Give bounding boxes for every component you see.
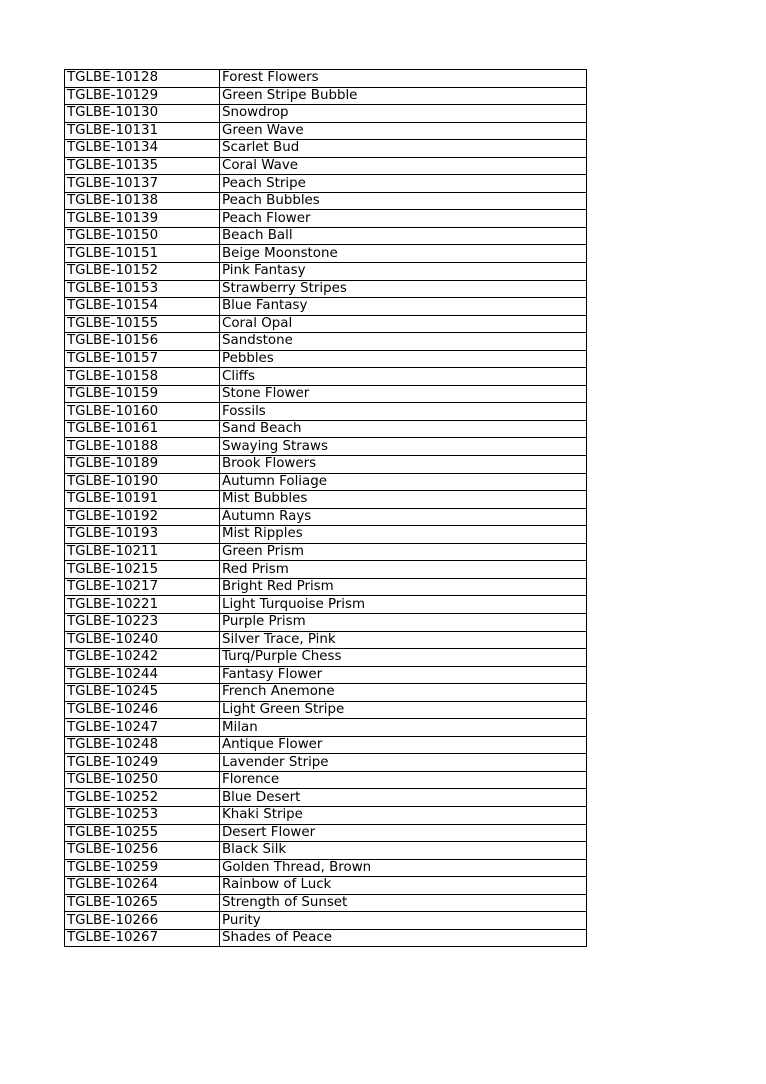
product-code-cell: TGLBE-10189 [65, 456, 220, 474]
product-code-cell: TGLBE-10264 [65, 877, 220, 895]
product-code-cell: TGLBE-10250 [65, 771, 220, 789]
product-name-cell: Strength of Sunset [220, 894, 587, 912]
product-name-cell: Khaki Stripe [220, 806, 587, 824]
product-name-cell: Golden Thread, Brown [220, 859, 587, 877]
product-name-cell: Light Green Stripe [220, 701, 587, 719]
product-code-cell: TGLBE-10259 [65, 859, 220, 877]
product-name-cell: Lavender Stripe [220, 754, 587, 772]
product-code-cell: TGLBE-10134 [65, 140, 220, 158]
product-code-cell: TGLBE-10151 [65, 245, 220, 263]
product-code-cell: TGLBE-10256 [65, 842, 220, 860]
table-row [65, 754, 587, 772]
product-name-cell: Sand Beach [220, 420, 587, 438]
table-row [65, 245, 587, 263]
product-code-cell: TGLBE-10248 [65, 736, 220, 754]
product-name-cell: Brook Flowers [220, 456, 587, 474]
product-name-cell: Beige Moonstone [220, 245, 587, 263]
table-row [65, 684, 587, 702]
product-name-cell: Turq/Purple Chess [220, 649, 587, 667]
product-name-cell: Milan [220, 719, 587, 737]
product-name-cell: Fossils [220, 403, 587, 421]
product-name-cell: Mist Bubbles [220, 491, 587, 509]
product-name-cell: Blue Desert [220, 789, 587, 807]
product-name-cell: Green Stripe Bubble [220, 87, 587, 105]
table-row [65, 561, 587, 579]
catalog-sheet [64, 69, 586, 947]
table-row [65, 789, 587, 807]
product-code-cell: TGLBE-10139 [65, 210, 220, 228]
table-row [65, 666, 587, 684]
table-row [65, 929, 587, 947]
product-code-cell: TGLBE-10156 [65, 333, 220, 351]
product-code-cell: TGLBE-10253 [65, 806, 220, 824]
product-name-cell: Cliffs [220, 368, 587, 386]
product-code-cell: TGLBE-10249 [65, 754, 220, 772]
table-row [65, 613, 587, 631]
product-code-cell: TGLBE-10267 [65, 929, 220, 947]
product-code-cell: TGLBE-10240 [65, 631, 220, 649]
product-name-cell: Rainbow of Luck [220, 877, 587, 895]
product-name-cell: Pink Fantasy [220, 263, 587, 281]
product-code-cell: TGLBE-10135 [65, 157, 220, 175]
table-row [65, 842, 587, 860]
product-code-cell: TGLBE-10131 [65, 122, 220, 140]
product-name-cell: Green Wave [220, 122, 587, 140]
product-name-cell: Coral Opal [220, 315, 587, 333]
product-name-cell: Desert Flower [220, 824, 587, 842]
product-code-cell: TGLBE-10157 [65, 350, 220, 368]
product-code-cell: TGLBE-10217 [65, 578, 220, 596]
product-code-cell: TGLBE-10255 [65, 824, 220, 842]
product-code-cell: TGLBE-10245 [65, 684, 220, 702]
product-code-cell: TGLBE-10153 [65, 280, 220, 298]
product-name-cell: Shades of Peace [220, 929, 587, 947]
product-name-cell: Pebbles [220, 350, 587, 368]
product-table-body [65, 70, 587, 947]
table-row [65, 631, 587, 649]
product-name-cell: Purity [220, 912, 587, 930]
table-row [65, 438, 587, 456]
product-code-cell: TGLBE-10221 [65, 596, 220, 614]
table-row [65, 105, 587, 123]
table-row [65, 210, 587, 228]
table-row [65, 157, 587, 175]
product-code-cell: TGLBE-10242 [65, 649, 220, 667]
product-name-cell: Sandstone [220, 333, 587, 351]
product-name-cell: Peach Stripe [220, 175, 587, 193]
product-code-cell: TGLBE-10137 [65, 175, 220, 193]
product-code-cell: TGLBE-10161 [65, 420, 220, 438]
product-name-cell: Blue Fantasy [220, 298, 587, 316]
product-name-cell: Florence [220, 771, 587, 789]
table-row [65, 701, 587, 719]
table-row [65, 280, 587, 298]
product-name-cell: Silver Trace, Pink [220, 631, 587, 649]
product-table [64, 69, 587, 947]
product-code-cell: TGLBE-10211 [65, 543, 220, 561]
product-name-cell: Coral Wave [220, 157, 587, 175]
product-code-cell: TGLBE-10150 [65, 227, 220, 245]
product-name-cell: Forest Flowers [220, 70, 587, 88]
table-row [65, 491, 587, 509]
table-row [65, 508, 587, 526]
table-row [65, 227, 587, 245]
product-name-cell: Fantasy Flower [220, 666, 587, 684]
table-row [65, 456, 587, 474]
product-code-cell: TGLBE-10215 [65, 561, 220, 579]
product-code-cell: TGLBE-10190 [65, 473, 220, 491]
product-code-cell: TGLBE-10158 [65, 368, 220, 386]
product-name-cell: Autumn Foliage [220, 473, 587, 491]
table-row [65, 526, 587, 544]
product-code-cell: TGLBE-10192 [65, 508, 220, 526]
product-code-cell: TGLBE-10223 [65, 613, 220, 631]
product-name-cell: Red Prism [220, 561, 587, 579]
product-code-cell: TGLBE-10265 [65, 894, 220, 912]
product-name-cell: Beach Ball [220, 227, 587, 245]
product-name-cell: Black Silk [220, 842, 587, 860]
product-name-cell: Antique Flower [220, 736, 587, 754]
product-code-cell: TGLBE-10155 [65, 315, 220, 333]
product-code-cell: TGLBE-10159 [65, 385, 220, 403]
table-row [65, 298, 587, 316]
table-row [65, 806, 587, 824]
table-row [65, 420, 587, 438]
table-row [65, 87, 587, 105]
table-row [65, 877, 587, 895]
table-row [65, 350, 587, 368]
product-name-cell: Bright Red Prism [220, 578, 587, 596]
product-name-cell: Stone Flower [220, 385, 587, 403]
table-row [65, 649, 587, 667]
table-row [65, 192, 587, 210]
product-name-cell: French Anemone [220, 684, 587, 702]
product-name-cell: Peach Bubbles [220, 192, 587, 210]
product-code-cell: TGLBE-10130 [65, 105, 220, 123]
table-row [65, 315, 587, 333]
table-row [65, 263, 587, 281]
product-name-cell: Mist Ripples [220, 526, 587, 544]
table-row [65, 859, 587, 877]
product-code-cell: TGLBE-10138 [65, 192, 220, 210]
product-code-cell: TGLBE-10252 [65, 789, 220, 807]
table-row [65, 122, 587, 140]
table-row [65, 140, 587, 158]
product-code-cell: TGLBE-10191 [65, 491, 220, 509]
product-name-cell: Autumn Rays [220, 508, 587, 526]
product-code-cell: TGLBE-10247 [65, 719, 220, 737]
product-name-cell: Light Turquoise Prism [220, 596, 587, 614]
table-row [65, 368, 587, 386]
product-name-cell: Snowdrop [220, 105, 587, 123]
product-code-cell: TGLBE-10160 [65, 403, 220, 421]
product-code-cell: TGLBE-10128 [65, 70, 220, 88]
table-row [65, 894, 587, 912]
table-row [65, 473, 587, 491]
product-name-cell: Strawberry Stripes [220, 280, 587, 298]
table-row [65, 543, 587, 561]
table-row [65, 385, 587, 403]
table-row [65, 175, 587, 193]
product-code-cell: TGLBE-10266 [65, 912, 220, 930]
product-name-cell: Purple Prism [220, 613, 587, 631]
table-row [65, 736, 587, 754]
product-code-cell: TGLBE-10188 [65, 438, 220, 456]
table-row [65, 403, 587, 421]
table-row [65, 824, 587, 842]
product-name-cell: Peach Flower [220, 210, 587, 228]
table-row [65, 596, 587, 614]
product-code-cell: TGLBE-10244 [65, 666, 220, 684]
table-row [65, 578, 587, 596]
table-row [65, 912, 587, 930]
table-row [65, 333, 587, 351]
product-code-cell: TGLBE-10246 [65, 701, 220, 719]
product-code-cell: TGLBE-10193 [65, 526, 220, 544]
product-code-cell: TGLBE-10154 [65, 298, 220, 316]
table-row [65, 719, 587, 737]
product-code-cell: TGLBE-10152 [65, 263, 220, 281]
table-row [65, 771, 587, 789]
product-code-cell: TGLBE-10129 [65, 87, 220, 105]
product-name-cell: Scarlet Bud [220, 140, 587, 158]
product-name-cell: Green Prism [220, 543, 587, 561]
table-row [65, 70, 587, 88]
product-name-cell: Swaying Straws [220, 438, 587, 456]
